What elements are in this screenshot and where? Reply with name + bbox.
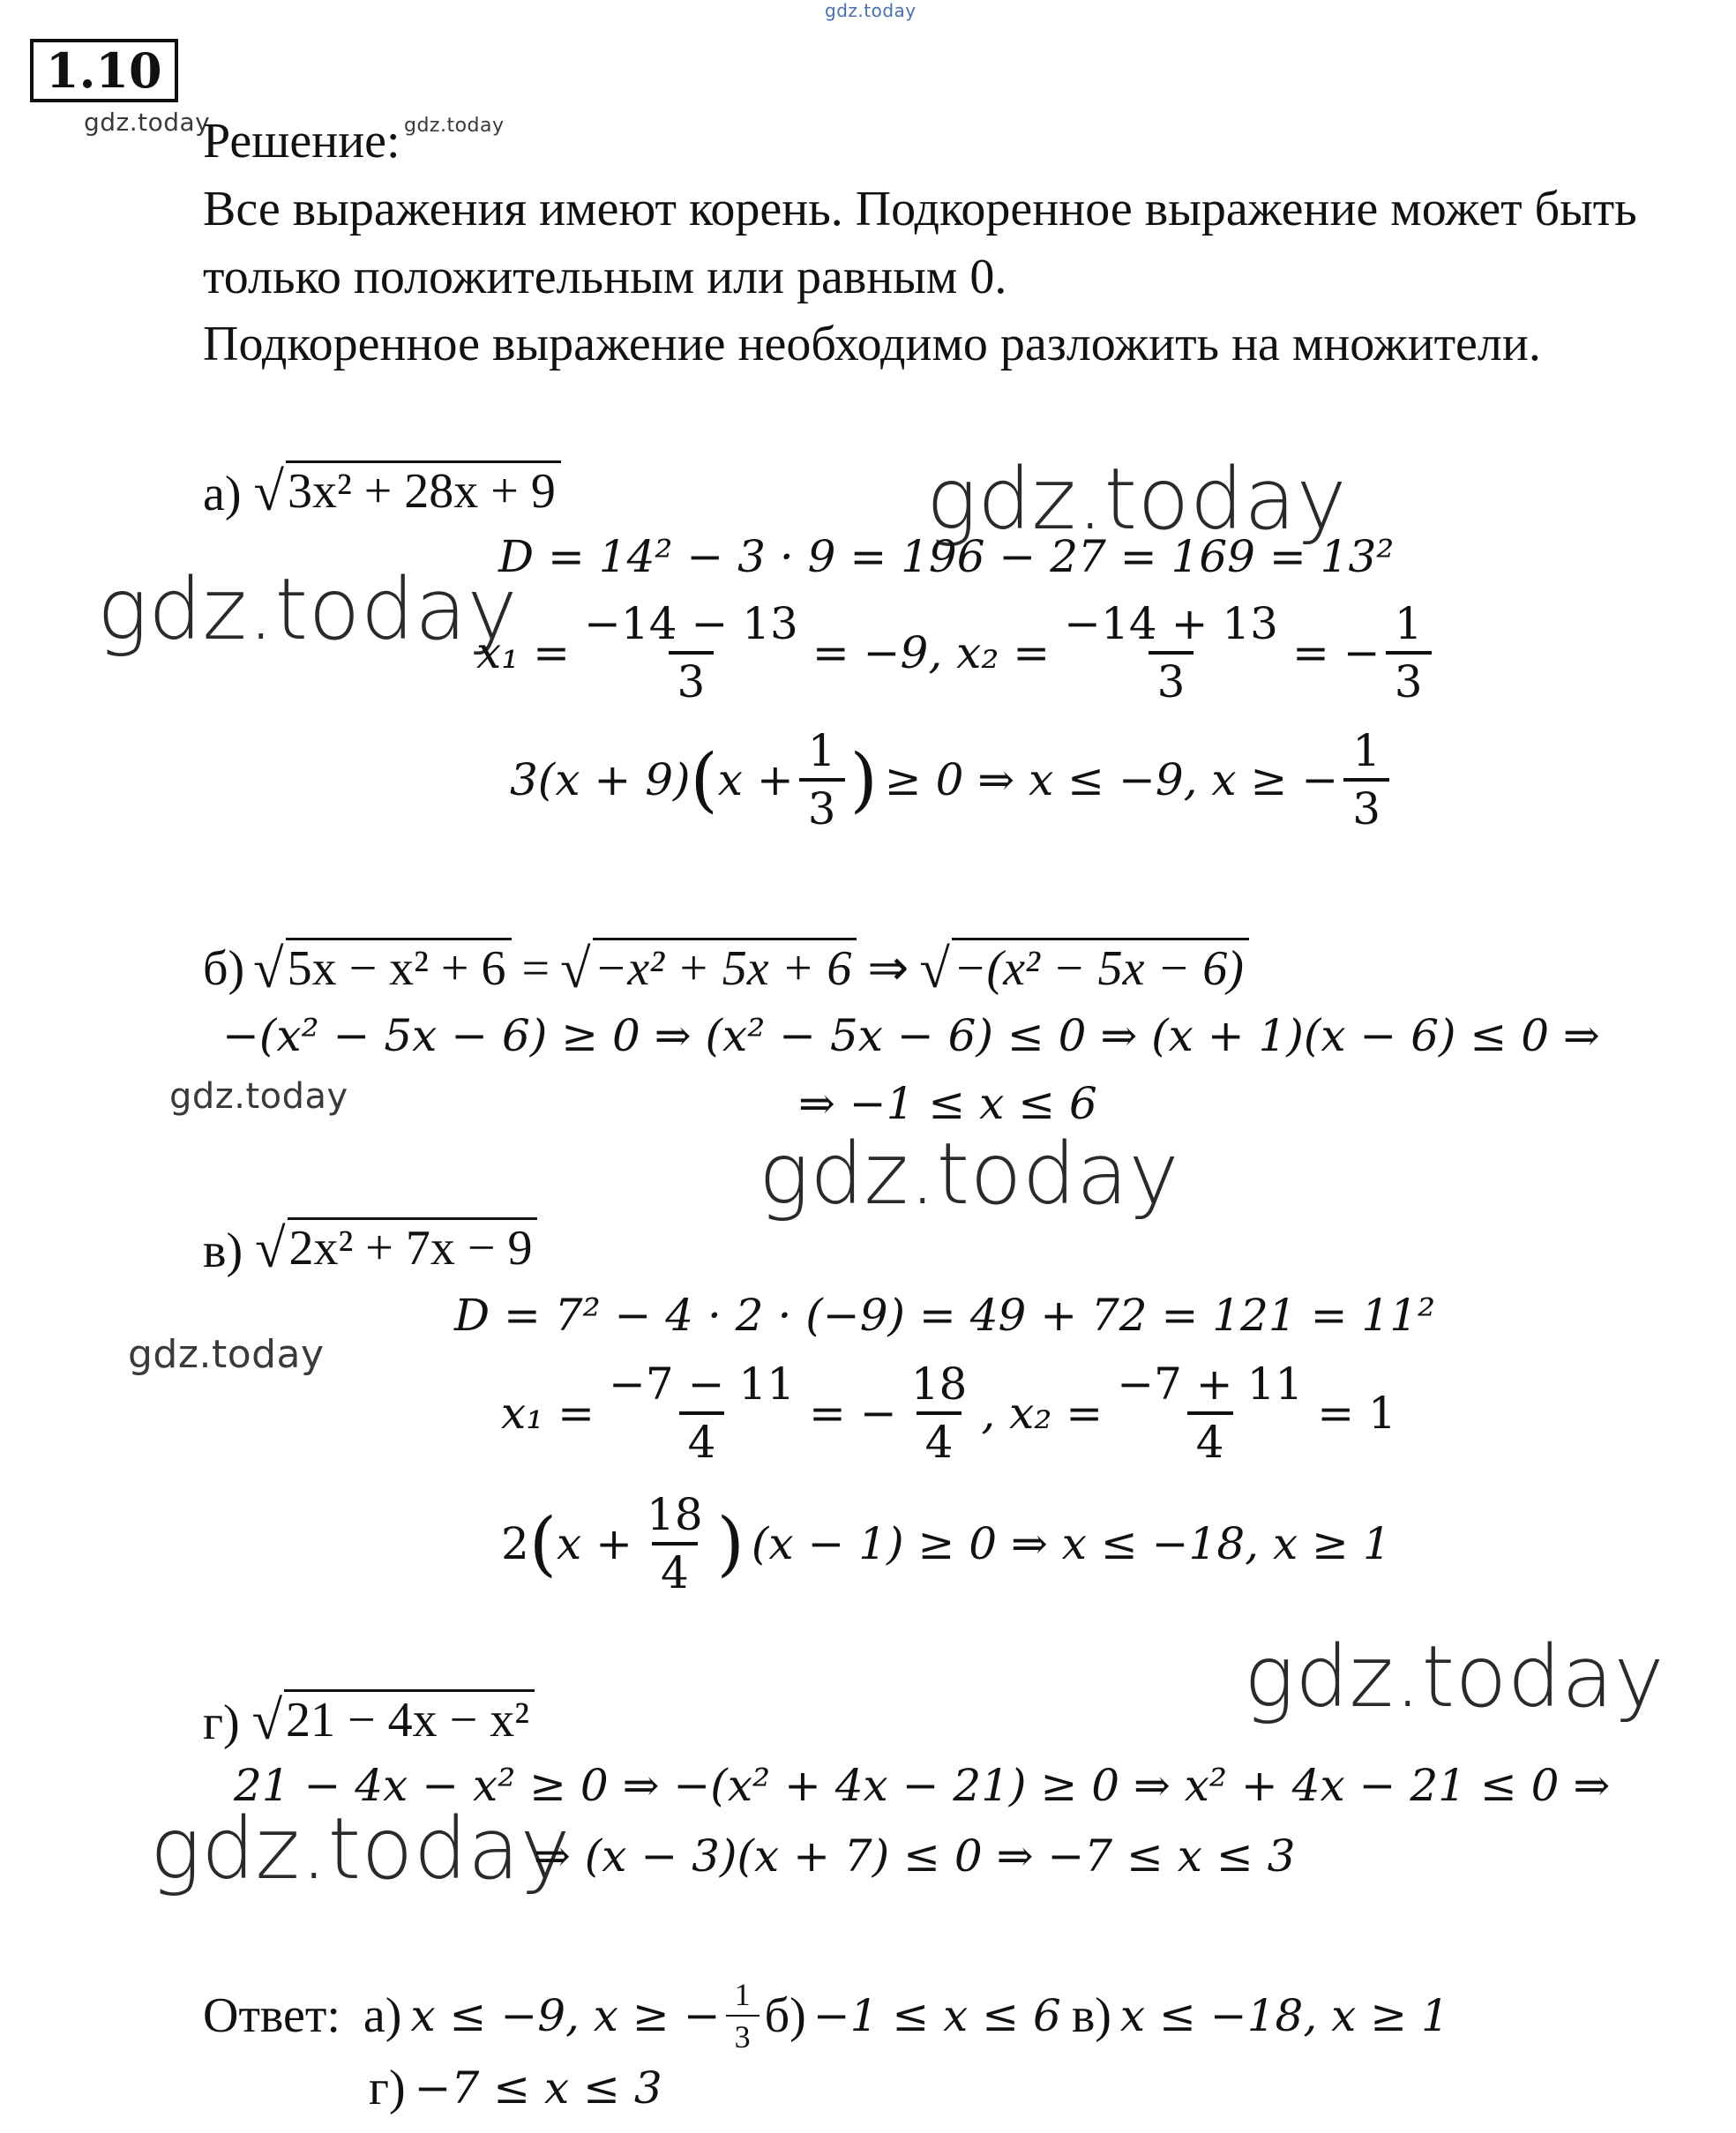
inequality-v: 2 ( x + $\frac{18}{4}$ ) (x − 1) ≥ 0 ⇒ x ≤ −18, x ≥ 1 — [501, 1489, 1391, 1598]
discriminant-a: D = 14² − 3 · 9 = 196 − 27 = 169 = 13² — [498, 531, 1395, 582]
x2-result: = − — [1292, 627, 1381, 678]
answer-line: Ответ: а) x ≤ −9, x ≥ − $\frac{1}{3}$ б) −1 ≤ x ≤ 6 в) x ≤ −18, x ≥ 1 — [203, 1977, 1449, 2054]
watermark-small: gdz.today — [84, 108, 211, 137]
part-v-header — [203, 1217, 537, 1279]
left-paren: ( — [690, 738, 718, 820]
part-label: а) — [203, 466, 242, 521]
part-g-line: 21 − 4x − x² ≥ 0 ⇒ −(x² + 4x − 21) ≥ 0 ⇒ x² + 4x − 21 ≤ 0 ⇒ — [234, 1760, 1611, 1811]
watermark-medium: gdz.today — [169, 1076, 348, 1117]
x1-label: x₁ = — [476, 627, 571, 678]
right-paren: ) — [849, 738, 878, 820]
fraction: $\frac{-14 + 13}{3}$ — [1064, 598, 1278, 707]
left-paren: ( — [528, 1502, 557, 1584]
fraction: $\frac{-14 - 13}{3}$ — [584, 598, 798, 707]
sqrt-expression: √ 3x² + 28x + 9 — [254, 460, 561, 520]
answer-line: г) −7 ≤ x ≤ 3 — [369, 2061, 662, 2115]
sqrt-expression: √ 5x − x² + 6 — [253, 938, 511, 997]
fraction: $\frac{18}{4}$ — [647, 1489, 703, 1598]
fraction: $\frac{1}{3}$ — [1343, 725, 1389, 834]
part-label: в) — [203, 1223, 243, 1278]
fraction: $\frac{18}{4}$ — [910, 1358, 968, 1468]
watermark-small: gdz.today — [404, 115, 505, 137]
answer-label: Ответ: — [203, 1988, 340, 2043]
roots-a — [476, 598, 1437, 707]
part-g-header — [203, 1689, 535, 1751]
header-watermark: gdz.today — [825, 0, 917, 21]
watermark-large: gdz.today — [759, 1125, 1179, 1224]
part-label: г) — [203, 1695, 240, 1750]
intro-line: Все выражения имеют корень. Подкоренное выражение может быть — [203, 182, 1637, 236]
sqrt-expression: √ 21 − 4x − x² — [252, 1689, 535, 1748]
sqrt-expression: √ 2x² + 7x − 9 — [255, 1217, 537, 1276]
problem-number — [30, 42, 178, 99]
sqrt-expression: √ −x² + 5x + 6 — [560, 938, 857, 997]
part-b-header: б) √ 5x − x² + 6 = √ −x² + 5x + 6 ⇒ √ −(x² − 5x − 6) — [203, 938, 1249, 997]
x1-result: = −9, x₂ = — [812, 627, 1051, 678]
discriminant-v: D = 7² − 4 · 2 · (−9) = 49 + 72 = 121 = 11² — [454, 1290, 1436, 1341]
roots-v: x₁ = $\frac{-7 - 11}{4}$ = − $\frac{18}{4}$ , x₂ = $\frac{-7 + 11}{4}$ = 1 — [501, 1358, 1396, 1468]
part-g-line: ⇒ (x − 3)(x + 7) ≤ 0 ⇒ −7 ≤ x ≤ 3 — [534, 1830, 1296, 1882]
watermark-large: gdz.today — [150, 1800, 571, 1898]
problem-number-box: 1.10 — [30, 39, 178, 102]
intro-line: только положительным или равным 0. — [203, 250, 1007, 304]
fraction: $\frac{-7 - 11}{4}$ — [609, 1358, 796, 1468]
fraction: $\frac{1}{3}$ — [799, 725, 845, 834]
part-b-line: ⇒ −1 ≤ x ≤ 6 — [798, 1078, 1097, 1129]
watermark-medium: gdz.today — [128, 1332, 325, 1377]
intro-line: Подкоренное выражение необходимо разложить на множители. — [203, 317, 1541, 371]
fraction: $\frac{1}{3}$ — [726, 1976, 760, 2055]
x2-label: , x₂ = — [981, 1388, 1104, 1439]
watermark-large: gdz.today — [926, 450, 1347, 549]
watermark-large: gdz.today — [1244, 1628, 1665, 1726]
right-paren: ) — [716, 1502, 745, 1584]
sqrt-expression: √ −(x² − 5x − 6) — [919, 938, 1249, 997]
part-label: б) — [203, 940, 245, 996]
inequality-a: 3(x + 9) ( x + $\frac{1}{3}$ ) ≥ 0 ⇒ x ≤ −9, x ≥ − $\frac{1}{3}$ — [510, 725, 1395, 834]
watermark-large: gdz.today — [97, 560, 518, 659]
x1-label: x₁ = — [501, 1388, 595, 1439]
part-b-line: −(x² − 5x − 6) ≥ 0 ⇒ (x² − 5x − 6) ≤ 0 ⇒ (x + 1)(x − 6) ≤ 0 ⇒ — [222, 1010, 1600, 1061]
fraction: $\frac{-7 + 11}{4}$ — [1117, 1358, 1304, 1468]
solution-heading: Решение: — [203, 114, 400, 168]
fraction: $\frac{1}{3}$ — [1386, 598, 1432, 707]
part-a-header — [203, 460, 561, 522]
